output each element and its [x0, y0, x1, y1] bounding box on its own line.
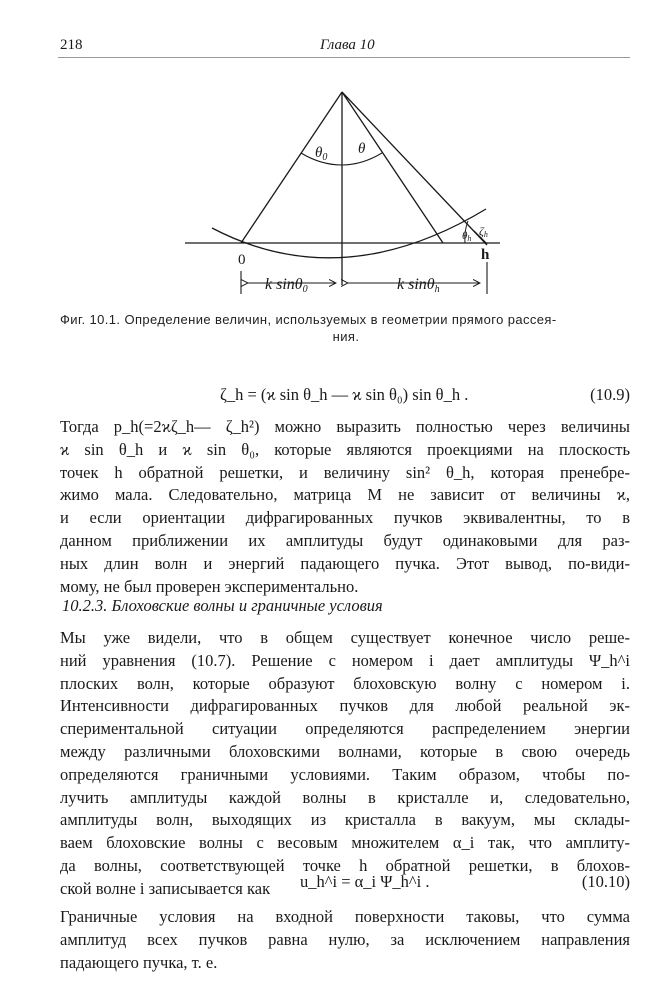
- text-line: и если ориентации дифрагированных пучков эквивалентны, то в: [60, 508, 630, 528]
- text-line: Интенсивности дифрагированных пучков для любой реальной эк-: [60, 696, 630, 716]
- section-heading: 10.2.3. Блоховские волны и граничные условия: [62, 596, 383, 615]
- paragraph-3: [60, 906, 630, 974]
- header-rule: [58, 57, 630, 58]
- paragraph-2: [60, 627, 630, 901]
- text-line: плоских волн, которые образуют блоховскую волну с номером i.: [60, 673, 630, 693]
- page-number: 218: [60, 37, 83, 53]
- text-line: амплитуд всех пучков равна нулю, за исключением направления: [60, 929, 630, 949]
- text-line: Мы уже видели, что в общем существует конечное число реше-: [60, 628, 630, 647]
- text-line: мому, не был проверен экспериментально.: [60, 576, 359, 596]
- equation-10-9: [60, 385, 630, 411]
- running-head: Глава 10: [320, 37, 375, 53]
- equation-formula: ζ_h = (ϰ sin θ_h — ϰ sin θ₀) sin θ_h .: [220, 385, 469, 404]
- figure-caption: [60, 311, 632, 345]
- text-line: ской волне i записывается как: [60, 878, 271, 898]
- k-sin-thetah-label: k sinθh: [397, 276, 440, 295]
- figure-10-1-diagram: [0, 70, 666, 305]
- equation-formula: u_h^i = α_i Ψ_h^i .: [300, 872, 430, 891]
- text-line: падающего пучка, т. е.: [60, 952, 218, 972]
- text-line: спериментальной ситуации определяются распределением энергии: [60, 719, 630, 739]
- h-point-label: h: [481, 247, 490, 263]
- text-line: точек h обратной решетки, и величину sin² θ_h, которая пренебре-: [60, 462, 630, 482]
- caption-line-2: ния.: [332, 329, 360, 344]
- text-line: определяются граничными условиями. Таким образом, чтобы по-: [60, 764, 630, 784]
- diffracted-ray-h: [342, 92, 487, 245]
- zeta-h-label: ζh: [479, 224, 488, 239]
- diffracted-ray-0: [342, 92, 443, 243]
- origin-label: 0: [238, 252, 246, 268]
- theta-label: θ: [358, 141, 366, 157]
- equation-number: (10.10): [581, 872, 630, 891]
- text-line: между различными блоховскими волнами, которые в свою очередь: [60, 741, 630, 761]
- text-line: Граничные условия на входной поверхности таковы, что сумма: [60, 907, 630, 926]
- text-line: ваем блоховские волны с весовым множителем α_i так, что амплиту-: [60, 833, 630, 853]
- text-line: жимо мала. Следовательно, матрица M не зависит от величины ϰ,: [60, 485, 630, 505]
- k-sin-theta0-label: k sinθ0: [265, 276, 308, 295]
- text-line: лучить амплитуды каждой волны в кристалле и, следовательно,: [60, 787, 630, 807]
- theta-h-label: θh: [462, 230, 472, 243]
- equation-number: (10.9): [590, 385, 630, 404]
- text-line: данном приближении их амплитуды будут одинаковыми для раз-: [60, 530, 630, 550]
- ewald-sphere-arc: [212, 209, 486, 258]
- text-line: ϰ sin θ_h и ϰ sin θ₀, которые являются проекциями на плоскость: [60, 439, 630, 459]
- text-line: да волны, соответствующей точке h обратной решетки, в блохов-: [60, 855, 630, 875]
- caption-line-1: Фиг. 10.1. Определение величин, используемых в геометрии прямого рассея-: [60, 312, 557, 327]
- text-line: амплитуды волн, выходящих из кристалла в вакуум, мы склады-: [60, 810, 630, 830]
- paragraph-1: [60, 416, 630, 598]
- equation-10-10: [60, 872, 630, 898]
- text-line: ний уравнения (10.7). Решение с номером i дает амплитуды Ψ_h^i: [60, 650, 630, 670]
- text-line: ных длин волн и энергий падающего пучка. Этот вывод, по-види-: [60, 553, 630, 573]
- theta0-label: $\theta_0$: [315, 145, 328, 163]
- incident-ray: [241, 92, 342, 243]
- text-line: Тогда p_h(=2ϰζ_h— ζ_h²) можно выразить полностью через величины: [60, 417, 630, 436]
